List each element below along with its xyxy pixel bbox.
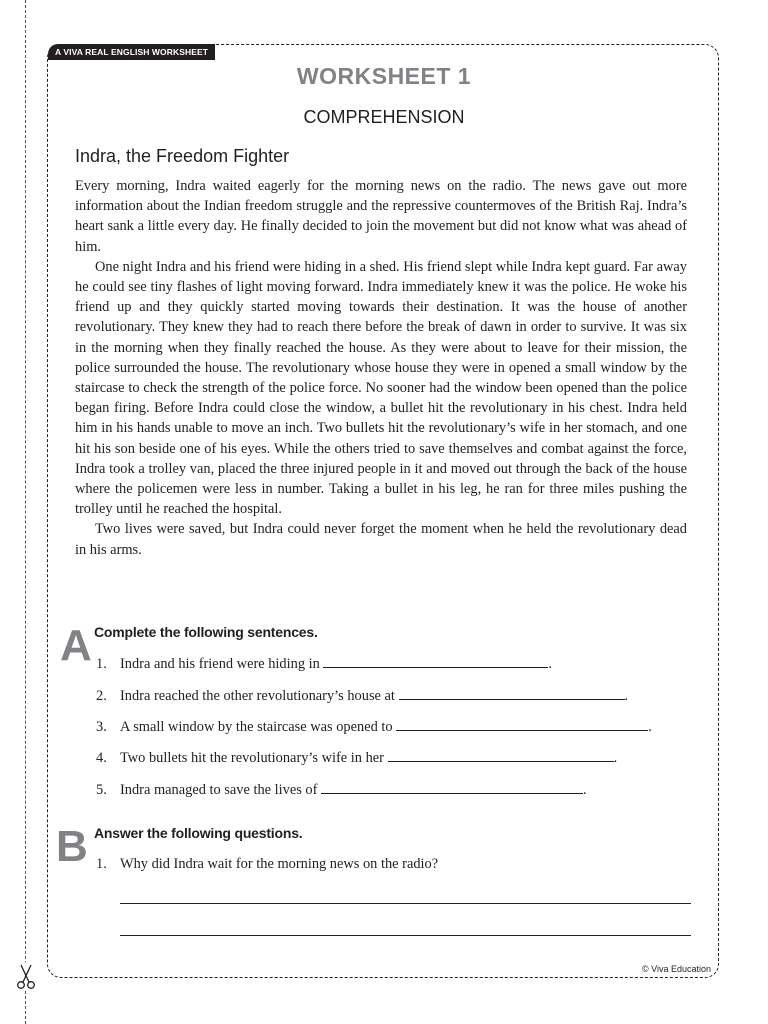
item-number: 1. xyxy=(96,856,107,872)
copyright-footer: © Viva Education xyxy=(641,964,711,974)
scissors-icon xyxy=(16,962,36,990)
item-number: 5. xyxy=(96,782,107,798)
item-number: 1. xyxy=(96,656,107,672)
answer-line[interactable] xyxy=(120,903,691,904)
item-end: . xyxy=(548,656,553,672)
item-end: . xyxy=(613,750,618,766)
section-b-heading: Answer the following questions. xyxy=(94,825,303,841)
sentence-item xyxy=(96,749,617,767)
answer-blank[interactable] xyxy=(399,687,625,700)
item-end: . xyxy=(624,688,629,704)
sentence-item xyxy=(96,718,652,736)
answer-blank[interactable] xyxy=(321,781,583,794)
story-paragraph: Every morning, Indra waited eagerly for the morning news on the radio. The news gave out more information about the Indian freedom struggle and the repressive countermoves of the British Raj. Indra’s heart sank a little every day. He finally decided to join the movement but did not know what was ahead of him. xyxy=(75,178,687,255)
cut-line xyxy=(25,0,26,1024)
worksheet-title: WORKSHEET 1 xyxy=(296,63,472,89)
sentence-item xyxy=(96,687,628,705)
item-text: Two bullets hit the revolutionary’s wife in her xyxy=(120,750,384,766)
answer-line[interactable] xyxy=(120,935,691,936)
story-text xyxy=(75,176,687,560)
item-text: Why did Indra wait for the morning news on the radio? xyxy=(120,856,439,872)
worksheet-subtitle: COMPREHENSION xyxy=(303,107,465,127)
series-tag: A VIVA REAL ENGLISH WORKSHEET xyxy=(48,44,215,60)
section-a-letter: A xyxy=(60,621,92,670)
item-text: Indra and his friend were hiding in xyxy=(120,656,320,672)
item-number: 3. xyxy=(96,719,107,735)
item-text: Indra reached the other revolutionary’s house at xyxy=(120,688,395,704)
section-a-heading: Complete the following sentences. xyxy=(94,624,318,640)
story-paragraph: One night Indra and his friend were hiding in a shed. His friend slept while Indra kept guard. Far away he could see tiny flashes of light moving forward. Indra immediately knew it was the police. He woke his friend up and they quickly started moving towards their destination. It was the house of another revolutionary. They knew they had to reach there before the break of dawn in order to survive. It was six in the morning when they finally reached the house. As they were about to leave for their mission, the police surrounded the house. The revolutionary whose house they were in opened a small window by the staircase to check the strength of the police force. No sooner had the window been opened than the police began firing. Before Indra could close the window, a bullet hit the revolutionary in his chest. Indra held him in his hands unable to move an inch. Two bullets hit the revolutionary’s wife in her stomach, and one hit his son beside one of his eyes. While the others tried to save themselves and combat against the force, Indra took a trolley van, placed the three injured people in it and moved out through the back of the house where the policemen were less in number. Taking a bullet in his leg, he ran for three miles pushing the trolley until he reached the hospital. xyxy=(75,258,687,518)
item-end: . xyxy=(583,782,587,798)
answer-blank[interactable] xyxy=(396,718,648,731)
sentence-item xyxy=(96,655,552,673)
question-item xyxy=(96,856,438,873)
story-paragraph: Two lives were saved, but Indra could never forget the moment when he held the revolutionary dead in his arms. xyxy=(75,521,687,558)
answer-blank[interactable] xyxy=(323,655,548,668)
sentence-item xyxy=(96,781,587,799)
item-text: A small window by the staircase was opened to xyxy=(120,719,393,735)
item-end: . xyxy=(648,719,652,735)
item-number: 2. xyxy=(96,688,107,704)
item-number: 4. xyxy=(96,750,107,766)
item-text: Indra managed to save the lives of xyxy=(120,782,318,798)
answer-blank[interactable] xyxy=(388,749,614,762)
section-b-letter: B xyxy=(56,822,88,871)
story-title: Indra, the Freedom Fighter xyxy=(75,146,290,166)
